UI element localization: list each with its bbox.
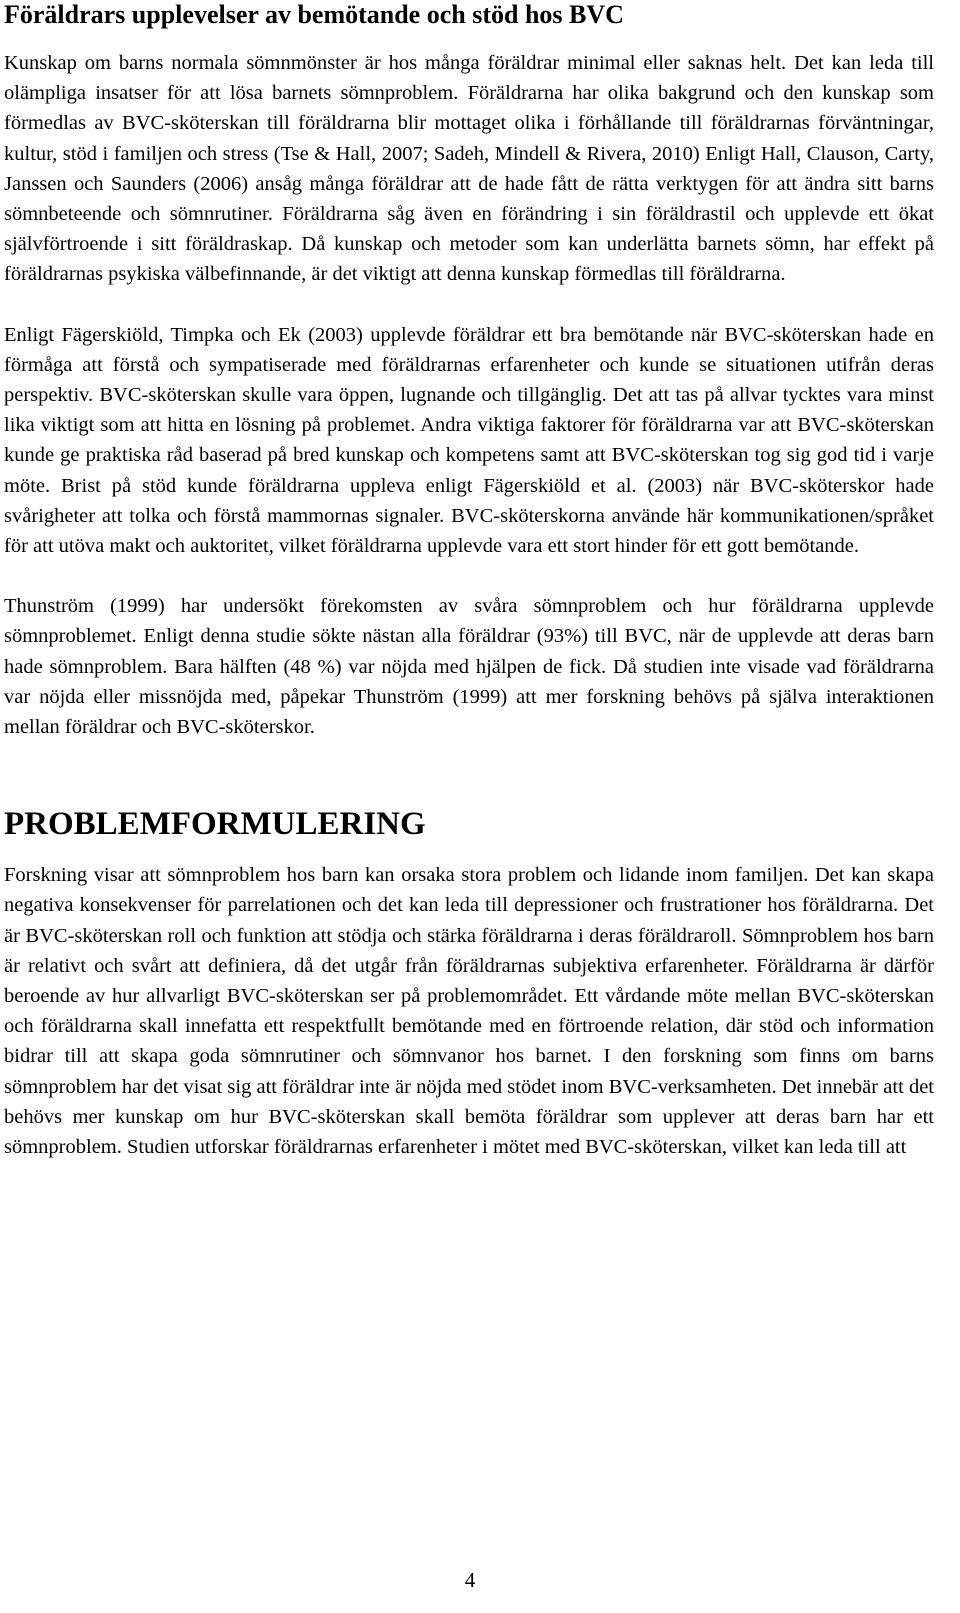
document-page — [4, 0, 934, 1162]
body-paragraph: Thunström (1999) har undersökt förekomsten av svåra sömnproblem och hur föräldrarna upplevde sömnproblemet. Enligt denna studie sökte nästan alla föräldrar (93%) till BVC, när de upplevde att deras barn hade sömnproblem. Bara hälften (48 %) var nöjda med hjälpen de fick. Då studien inte visade vad föräldrarna var nöjda eller missnöjda med, påpekar Thunström (1999) att mer forskning behövs på själva interaktionen mellan föräldrar och BVC-sköterskor. — [4, 595, 934, 739]
page-number: 4 — [464, 1568, 476, 1592]
body-paragraph: Enligt Fägerskiöld, Timpka och Ek (2003) upplevde föräldrar ett bra bemötande när BVC-sköterskan hade en förmåga att förstå och sympatiserade med föräldrarnas erfarenheter och kunde se situationen utifrån deras perspektiv. BVC-sköterskan skulle vara öppen, lugnande och tillgänglig. Det att tas på allvar tycktes vara minst lika viktigt som att hitta en lösning på problemet. Andra viktiga faktorer för föräldrarna var att BVC-sköterskan kunde ge praktiska råd baserad på bred kunskap och kompetens samt att BVC-sköterskan tog sig god tid i varje möte. Brist på stöd kunde föräldrarna uppleva enligt Fägerskiöld et al. (2003) när BVC-sköterskor hade svårigheter att tolka och förstå mammornas signaler. BVC-sköterskorna använde här kommunikationen/språket för att utöva makt och auktoritet, vilket föräldrarna upplevde vara ett stort hinder för ett gott bemötande. — [4, 323, 934, 558]
section-heading: Föräldrars upplevelser av bemötande och stöd hos BVC — [4, 0, 624, 29]
problem-heading: PROBLEMFORMULERING — [4, 806, 426, 843]
body-paragraph: Kunskap om barns normala sömnmönster är hos många föräldrar minimal eller saknas helt. Det kan leda till olämpliga insatser för att lösa barnets sömnproblem. Föräldrarna har olika bakgrund och den kunskap som förmedlas av BVC-sköterskan till föräldrarna blir mottaget olika i förhållande till föräldrarnas förväntningar, kultur, stöd i familjen och stress (Tse & Hall, 2007; Sadeh, Mindell & Rivera, 2010) Enligt Hall, Clauson, Carty, Janssen och Saunders (2006) ansåg många föräldrar att de hade fått de rätta verktygen för att ändra sitt barns sömnbeteende och sömnrutiner. Föräldrarna såg även en förändring i sin föräldrastil och upplevde ett ökat självförtroende i sitt föräldraskap. Då kunskap och metoder som kan underlätta barnets sömn, har effekt på föräldrarnas psykiska välbefinnande, är det viktigt att denna kunskap förmedlas till föräldrarna. — [4, 52, 934, 286]
problem-paragraph: Forskning visar att sömnproblem hos barn kan orsaka stora problem och lidande inom familjen. Det kan skapa negativa konsekvenser för parrelationen och det kan leda till depressioner och frustrationer hos föräldrarna. Det är BVC-sköterskan roll och funktion att stödja och stärka föräldrarna i deras föräldraroll. Sömnproblem hos barn är relativt och svårt att definiera, då det utgår från föräldrarnas subjektiva erfarenheter. Föräldrarna är därför beroende av hur allvarligt BVC-sköterskan ser på problemområdet. Ett vårdande möte mellan BVC-sköterskan och föräldrarna skall innefatta ett respektfullt bemötande med en förtroende relation, där stöd och information bidrar till att skapa goda sömnrutiner och sömnvanor hos barnet. I den forskning som finns om barns sömnproblem har det visat sig att föräldrar inte är nöjda med stödet inom BVC-verksamheten. Det innebär att det behövs mer kunskap om hur BVC-sköterskan skall bemöta föräldrar som upplever att deras barn har ett sömnproblem. Studien utforskar föräldrarnas erfarenheter i mötet med BVC-sköterskan, vilket kan leda till att — [4, 864, 934, 1159]
